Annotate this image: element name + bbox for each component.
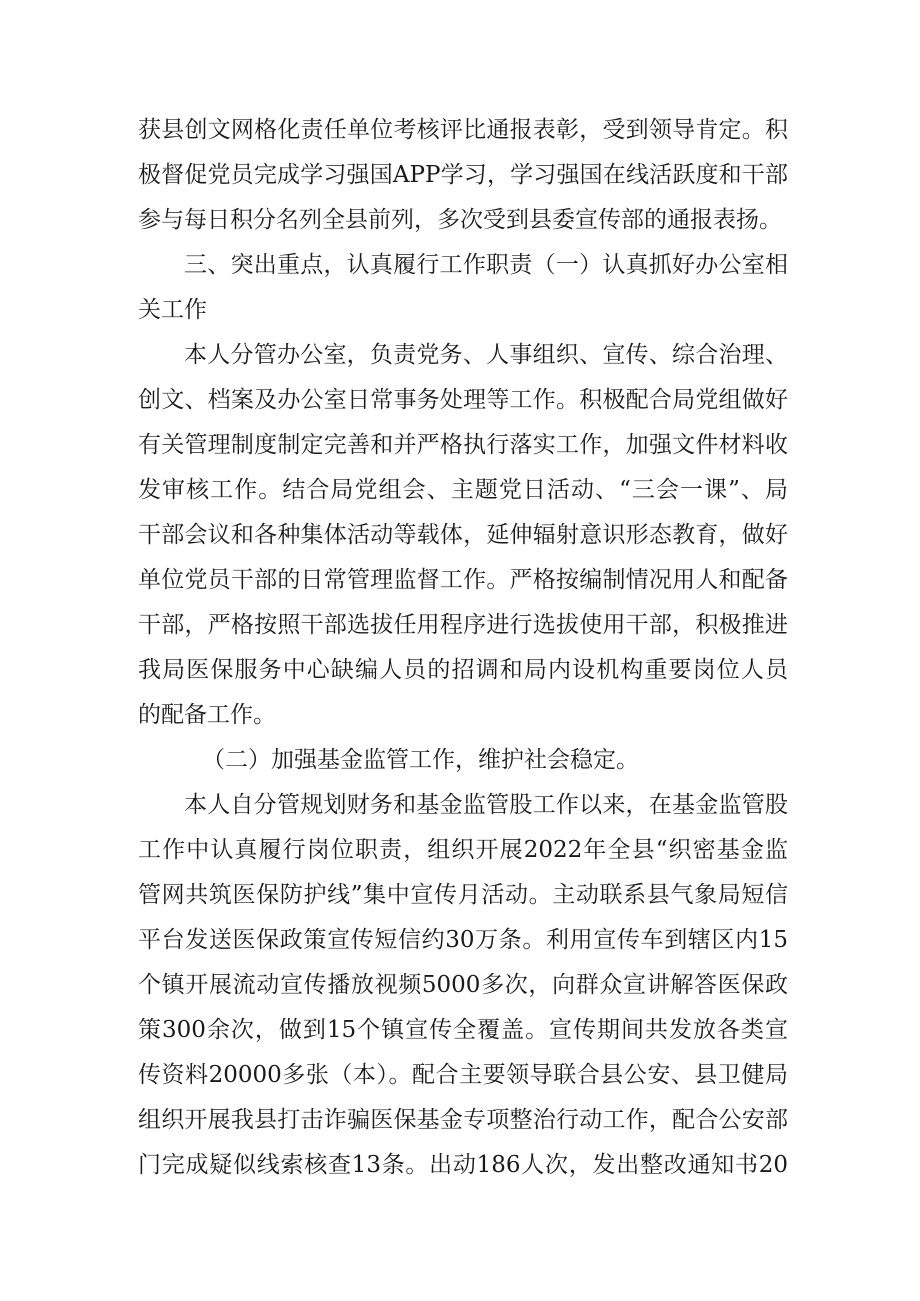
text-line: 参与每日积分名列全县前列，多次受到县委宣传部的通报表扬。 [138, 207, 782, 233]
text-line: 本人分管办公室，负责党务、人事组织、宣传、综合治理、 [184, 342, 788, 368]
section-heading-continued: 关工作 [138, 297, 207, 323]
text-line: 传资料20000多张（本）。配合主要领导联合县公安、县卫健局 [138, 1062, 788, 1088]
text-line: 本人自分管规划财务和基金监管股工作以来，在基金监管股 [184, 792, 788, 818]
text-line: 的配备工作。 [138, 702, 276, 728]
text-line: 组织开展我县打击诈骗医保基金专项整治行动工作，配合公安部 [138, 1107, 788, 1133]
text-line: 工作中认真履行岗位职责，组织开展2022年全县“织密基金监 [138, 837, 788, 863]
text-line: 极督促党员完成学习强国APP学习，学习强国在线活跃度和干部 [138, 162, 788, 188]
text-line: 个镇开展流动宣传播放视频5000多次，向群众宣讲解答医保政 [138, 972, 788, 998]
text-line: 干部会议和各种集体活动等载体，延伸辐射意识形态教育，做好 [138, 522, 788, 548]
text-line: 平台发送医保政策宣传短信约30万条。利用宣传车到辖区内15 [138, 927, 788, 953]
text-line: 单位党员干部的日常管理监督工作。严格按编制情况用人和配备 [138, 567, 788, 593]
text-line: 创文、档案及办公室日常事务处理等工作。积极配合局党组做好 [138, 387, 788, 413]
text-line: 获县创文网格化责任单位考核评比通报表彰，受到领导肯定。积 [138, 117, 788, 143]
text-line: 策300余次，做到15个镇宣传全覆盖。宣传期间共发放各类宣 [138, 1017, 788, 1043]
subsection-heading: （二）加强基金监管工作，维护社会稳定。 [202, 747, 639, 773]
section-heading: 三、突出重点，认真履行工作职责（一）认真抓好办公室相 [184, 252, 788, 278]
text-line: 发审核工作。结合局党组会、主题党日活动、“三会一课”、局 [138, 477, 788, 503]
text-line: 干部，严格按照干部选拔任用程序进行选拔使用干部，积极推进 [138, 612, 788, 638]
document-body [138, 108, 788, 1188]
text-line: 门完成疑似线索核查13条。出动186人次，发出整改通知书20 [138, 1152, 788, 1178]
text-line: 管网共筑医保防护线”集中宣传月活动。主动联系县气象局短信 [138, 882, 788, 908]
text-line: 我局医保服务中心缺编人员的招调和局内设机构重要岗位人员 [138, 657, 788, 683]
text-line: 有关管理制度制定完善和并严格执行落实工作，加强文件材料收 [138, 432, 788, 458]
